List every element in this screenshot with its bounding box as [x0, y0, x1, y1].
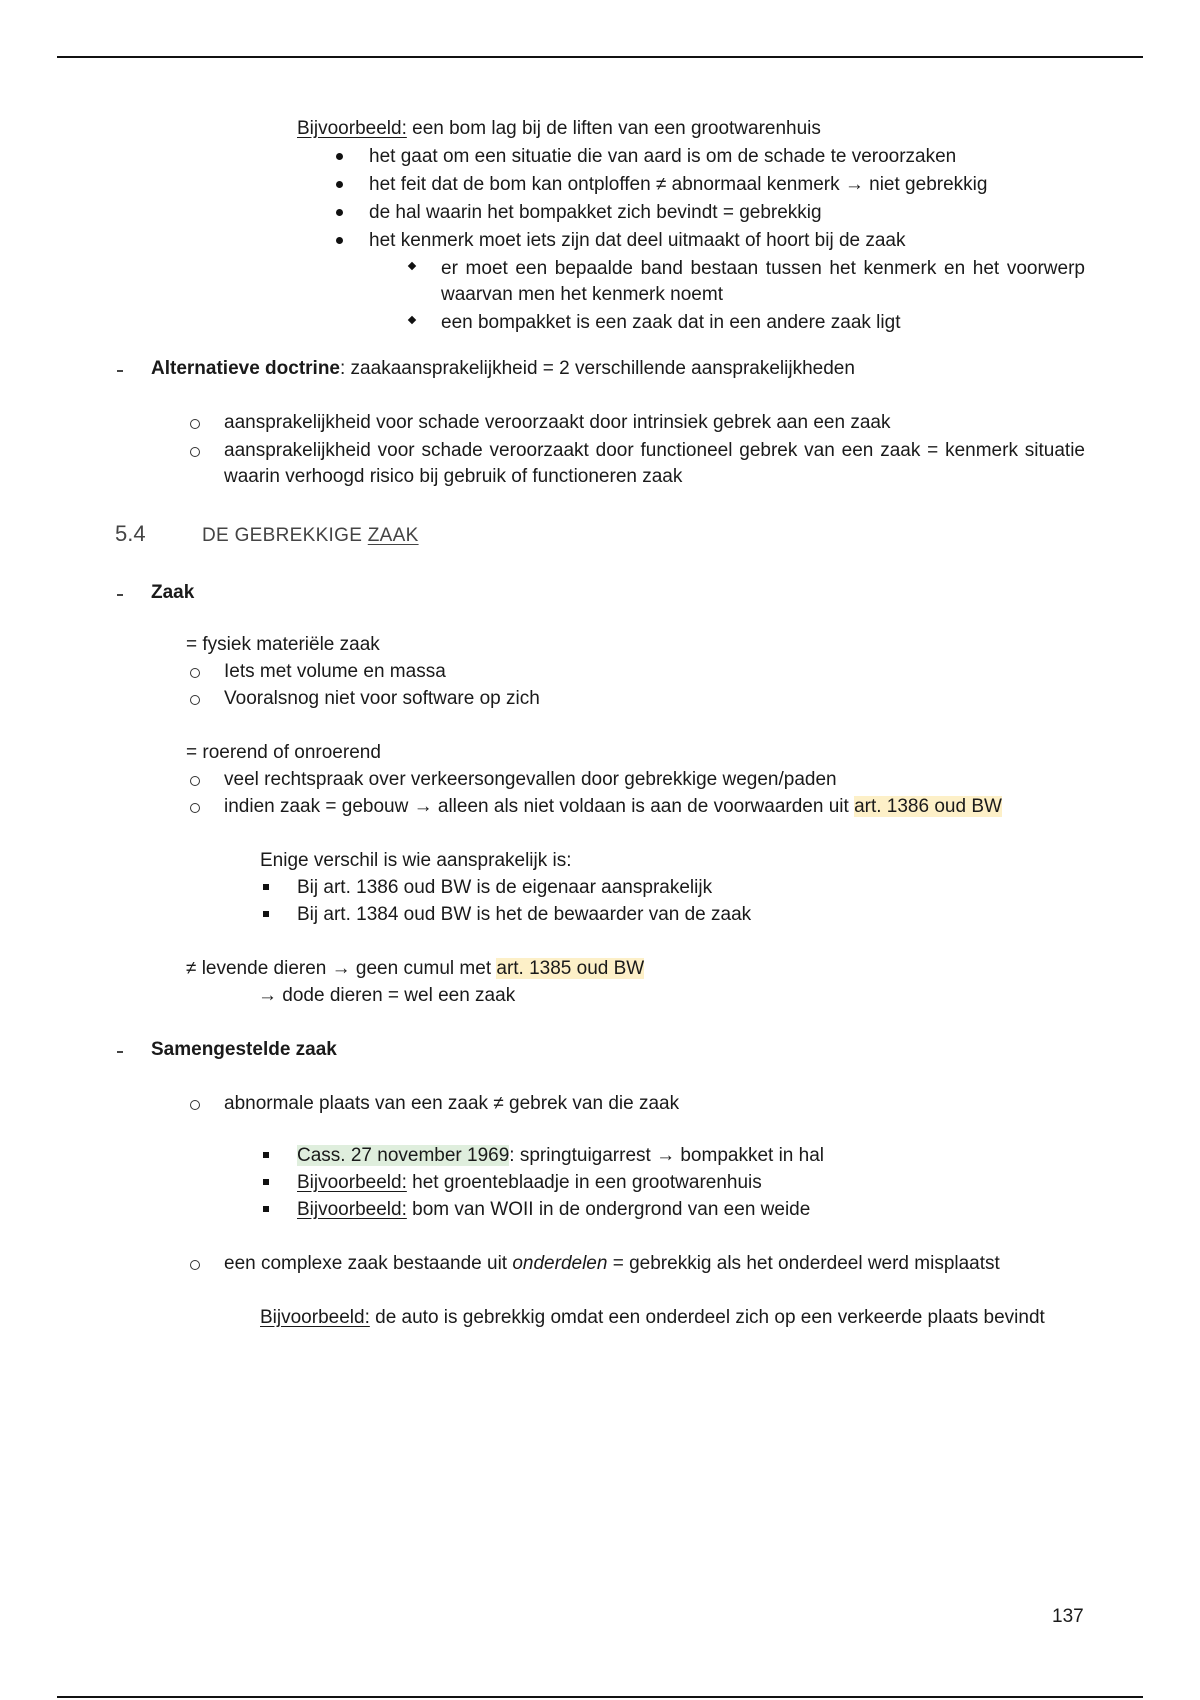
square-bullet: [263, 884, 269, 890]
section-number: 5.4: [115, 521, 146, 546]
list-item: Bij art. 1384 oud BW is het de bewaarder van de zaak: [297, 904, 752, 925]
square-bullet: [263, 1206, 269, 1212]
item-text: indien zaak = gebouw → alleen als niet voldaan is aan de voorwaarden uit: [224, 796, 855, 817]
case-ref: Cass. 27 november 1969: [297, 1145, 510, 1166]
samengesteld-heading: Samengestelde zaak: [151, 1039, 337, 1060]
list-item: aansprakelijkheid voor schade veroorzaakt door functioneel gebrek van een zaak = kenmerk situatie waarin verhoogd risico bij gebruik of functioneren zaak: [224, 440, 1085, 487]
list-item: veel rechtspraak over verkeersongevallen door gebrekkige wegen/paden: [224, 769, 837, 790]
dash-bullet: [117, 594, 123, 596]
square-bullet: [263, 1179, 269, 1185]
circle-bullet: [190, 668, 200, 678]
footer-rule: [57, 1696, 1143, 1698]
example-text: een bom lag bij de liften van een grootwarenhuis: [406, 118, 821, 139]
square-bullet: [263, 1152, 269, 1158]
zaak-heading: Zaak: [151, 582, 195, 603]
example-text: de auto is gebrekkig omdat een onderdeel zich op een verkeerde plaats bevindt: [369, 1307, 1045, 1328]
list-item: er moet een bepaalde band bestaan tussen het kenmerk en het voorwerp waarvan men het kenmerk noemt: [441, 258, 1085, 305]
definition: = fysiek materiële zaak: [186, 634, 380, 655]
alt-doctrine-title: Alternatieve doctrine: [151, 358, 340, 379]
alt-doctrine-line: [151, 356, 855, 382]
bullet-dot: [336, 237, 343, 244]
bullet-dot: [336, 153, 343, 160]
example-label: Bijvoorbeeld:: [297, 118, 407, 139]
case-line: [297, 1143, 824, 1169]
bullet-dot: [336, 209, 343, 216]
list-item: Bij art. 1386 oud BW is de eigenaar aansprakelijk: [297, 877, 713, 898]
circle-bullet: [190, 447, 200, 457]
header-rule: [57, 56, 1143, 58]
list-item: aansprakelijkheid voor schade veroorzaakt door intrinsiek gebrek aan een zaak: [224, 412, 891, 433]
example-line: [297, 1170, 762, 1196]
case-text: : springtuigarrest → bompakket in hal: [509, 1145, 825, 1166]
circle-bullet: [190, 803, 200, 813]
article-ref: art. 1386 oud BW: [854, 796, 1002, 817]
diamond-bullet: [408, 262, 416, 270]
page-number: 137: [1052, 1606, 1084, 1627]
section-title: [202, 523, 419, 549]
square-bullet: [263, 911, 269, 917]
item-italic: onderdelen: [512, 1253, 608, 1274]
section-title-b: ZAAK: [367, 525, 419, 546]
list-item: [224, 1251, 1000, 1277]
animals-text: ≠ levende dieren → geen cumul met: [186, 958, 497, 979]
list-item: het gaat om een situatie die van aard is om de schade te veroorzaken: [369, 146, 957, 167]
example-line: [297, 116, 821, 142]
example-label: Bijvoorbeeld:: [297, 1172, 407, 1193]
example-line: [260, 1305, 1045, 1331]
animals-line: [186, 956, 644, 982]
difference-intro: Enige verschil is wie aansprakelijk is:: [260, 850, 572, 871]
circle-bullet: [190, 1100, 200, 1110]
list-item: Vooralsnog niet voor software op zich: [224, 688, 540, 709]
dash-bullet: [117, 370, 123, 372]
example-text: het groenteblaadje in een grootwarenhuis: [406, 1172, 762, 1193]
list-item: Iets met volume en massa: [224, 661, 446, 682]
example-label: Bijvoorbeeld:: [260, 1307, 370, 1328]
list-item: het feit dat de bom kan ontploffen ≠ abnormaal kenmerk → niet gebrekkig: [369, 174, 988, 195]
dash-bullet: [117, 1051, 123, 1053]
diamond-bullet: [408, 316, 416, 324]
circle-bullet: [190, 1260, 200, 1270]
example-text: bom van WOII in de ondergrond van een weide: [406, 1199, 811, 1220]
alt-doctrine-text: : zaakaansprakelijkheid = 2 verschillende aansprakelijkheden: [340, 358, 855, 379]
list-item: de hal waarin het bompakket zich bevindt = gebrekkig: [369, 202, 822, 223]
circle-bullet: [190, 695, 200, 705]
example-label: Bijvoorbeeld:: [297, 1199, 407, 1220]
circle-bullet: [190, 419, 200, 429]
list-item: [224, 794, 1002, 820]
item-text: een complexe zaak bestaande uit: [224, 1253, 513, 1274]
dead-animals-line: → dode dieren = wel een zaak: [258, 985, 516, 1006]
circle-bullet: [190, 776, 200, 786]
list-item: abnormale plaats van een zaak ≠ gebrek van die zaak: [224, 1093, 680, 1114]
section-title-a: DE GEBREKKIGE: [202, 525, 368, 546]
list-item: het kenmerk moet iets zijn dat deel uitmaakt of hoort bij de zaak: [369, 230, 906, 251]
list-item: een bompakket is een zaak dat in een andere zaak ligt: [441, 312, 901, 333]
bullet-dot: [336, 181, 343, 188]
example-line: [297, 1197, 810, 1223]
item-text: = gebrekkig als het onderdeel werd misplaatst: [607, 1253, 1000, 1274]
definition: = roerend of onroerend: [186, 742, 381, 763]
article-ref: art. 1385 oud BW: [496, 958, 645, 979]
